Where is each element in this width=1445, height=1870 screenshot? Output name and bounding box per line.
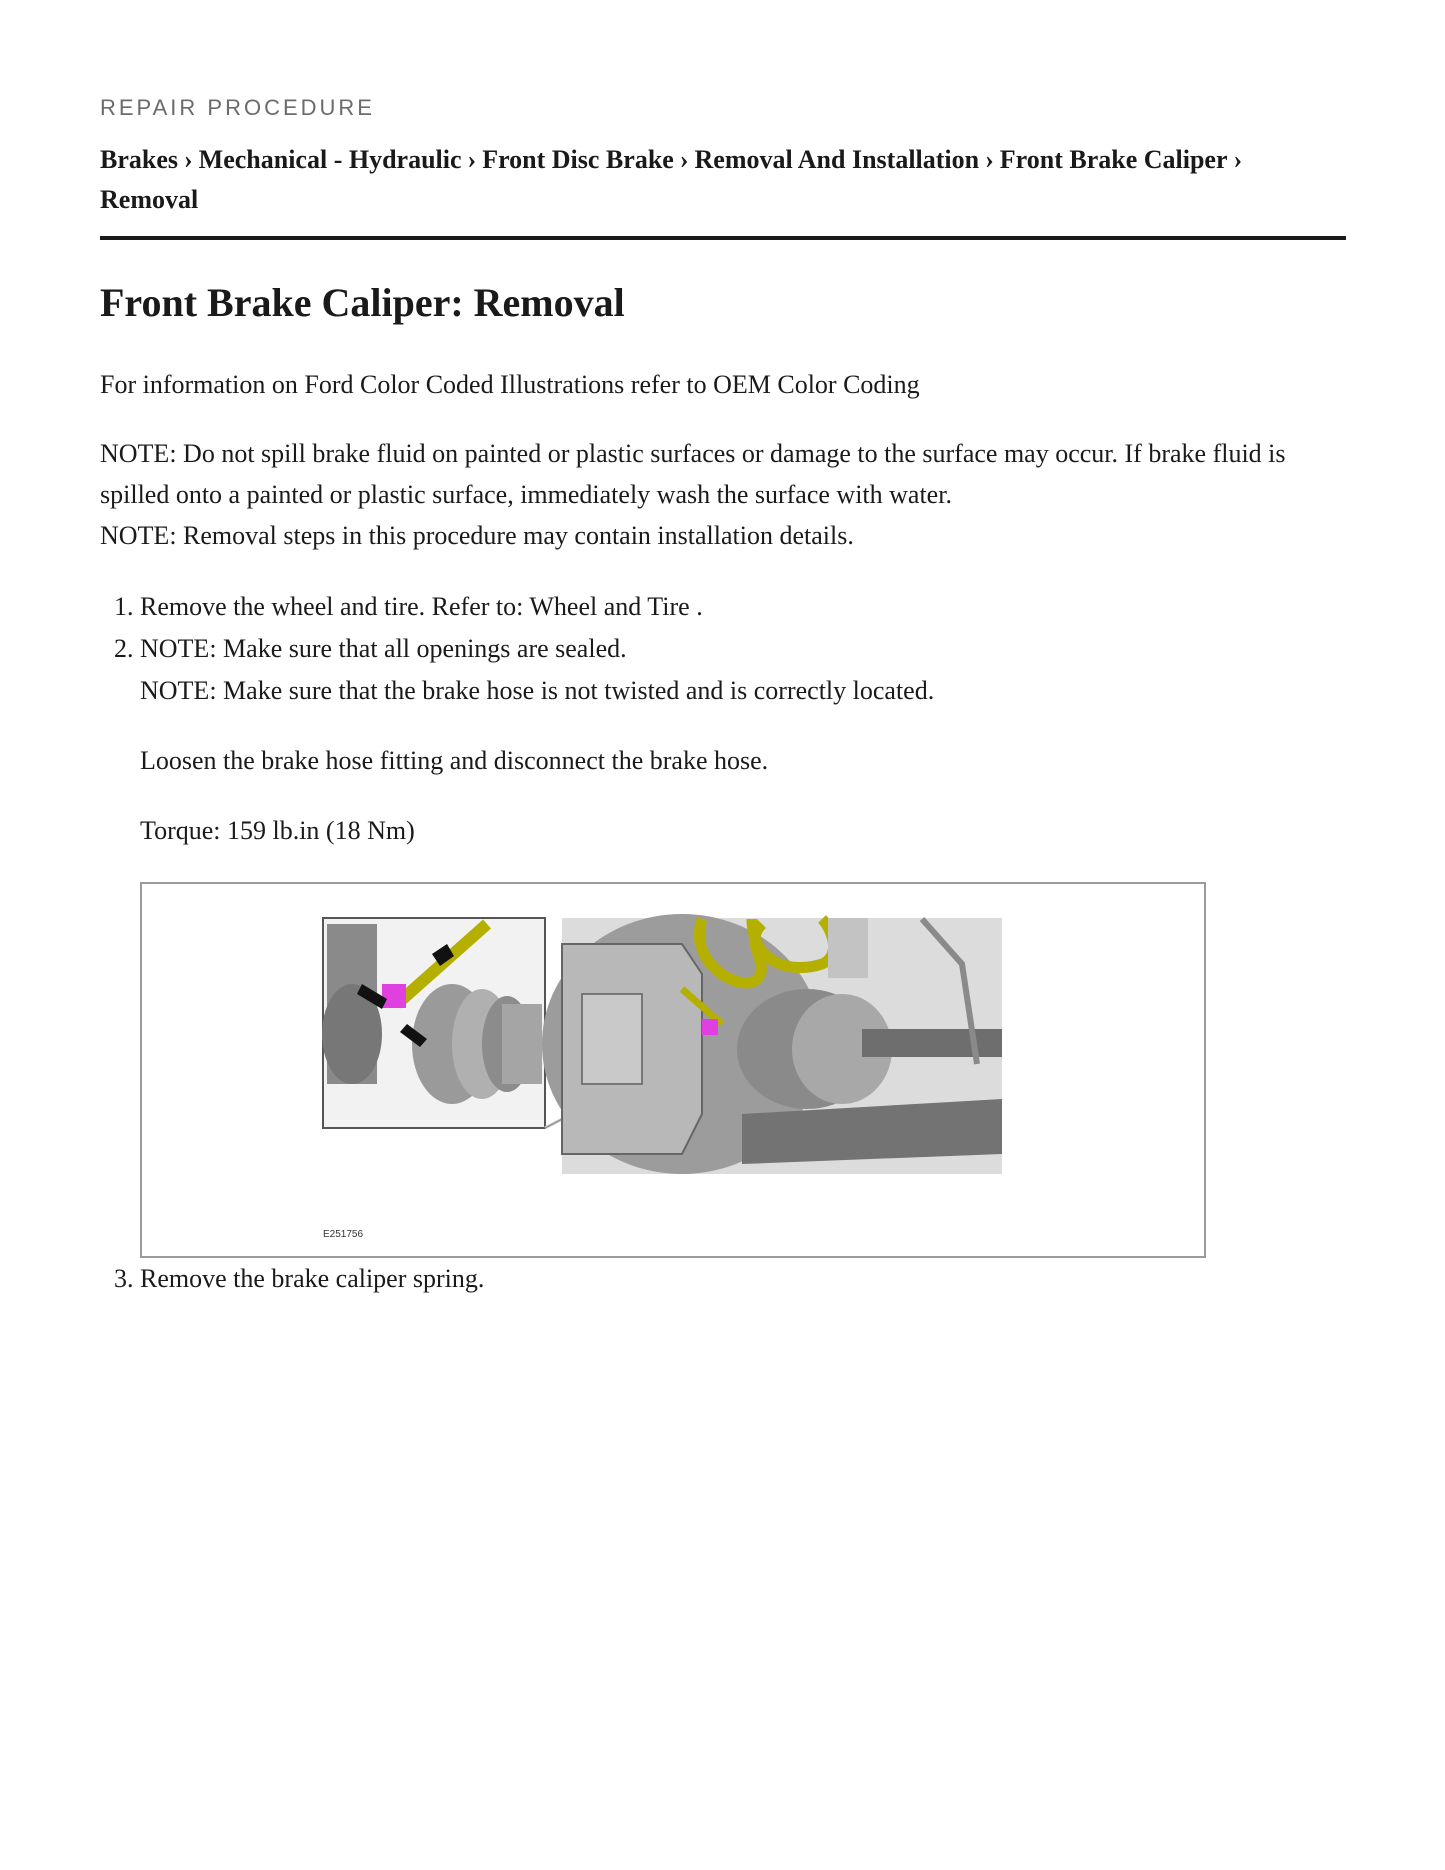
step-2-torque: Torque: 159 lb.in (18 Nm) (140, 816, 415, 845)
brake-hose-illustration (140, 882, 1206, 1258)
breadcrumb-item-mechanical-hydraulic[interactable]: Mechanical - Hydraulic (198, 145, 462, 174)
breadcrumb (100, 140, 1346, 240)
figure-code-label: E251756 (323, 1229, 364, 1240)
breadcrumb-item-front-brake-caliper[interactable]: Front Brake Caliper (999, 145, 1228, 174)
breadcrumb-item-removal: Removal (100, 185, 199, 214)
step-1-text: Remove the wheel and tire. Refer to: Wheel and Tire . (140, 592, 703, 621)
step-2-action: Loosen the brake hose fitting and disconnect the brake hose. (140, 746, 769, 775)
section-kicker: REPAIR PROCEDURE (100, 95, 375, 120)
document-page (100, 92, 1346, 1300)
step-2-note-openings: 2. NOTE: Make sure that all openings are sealed. (140, 634, 627, 663)
brake-caliper-drawing (142, 884, 1204, 1256)
step-1 (140, 586, 1346, 628)
color-coding-info: For information on Ford Color Coded Illustrations refer to OEM Color Coding (100, 370, 920, 399)
notes-block (100, 433, 1346, 556)
breadcrumb-separator: › (679, 145, 689, 174)
breadcrumb-item-front-disc-brake[interactable]: Front Disc Brake (482, 145, 674, 174)
note-removal-steps: NOTE: Removal steps in this procedure may contain installation details. (100, 521, 854, 550)
breadcrumb-separator: › (1233, 145, 1243, 174)
step-2 (140, 628, 1346, 1258)
breadcrumb-separator: › (467, 145, 477, 174)
step-2-note-hose: NOTE: Make sure that the brake hose is not twisted and is correctly located. (140, 676, 935, 705)
breadcrumb-separator: › (985, 145, 994, 174)
note-brake-fluid: NOTE: Do not spill brake fluid on painted or plastic surfaces or damage to the surface may occur. If brake fluid is spilled onto a painted or plastic surface, immediately wash the surface with water. (100, 439, 1286, 509)
breadcrumb-separator: › (184, 145, 193, 174)
breadcrumb-item-removal-and-installation[interactable]: Removal And Installation (694, 145, 980, 174)
procedure-steps (100, 586, 1346, 1300)
step-3 (140, 1258, 1346, 1300)
page-title: Front Brake Caliper: Removal (100, 280, 625, 325)
step-3-text: Remove the brake caliper spring. (140, 1264, 485, 1293)
breadcrumb-item-brakes[interactable]: Brakes (100, 145, 178, 174)
